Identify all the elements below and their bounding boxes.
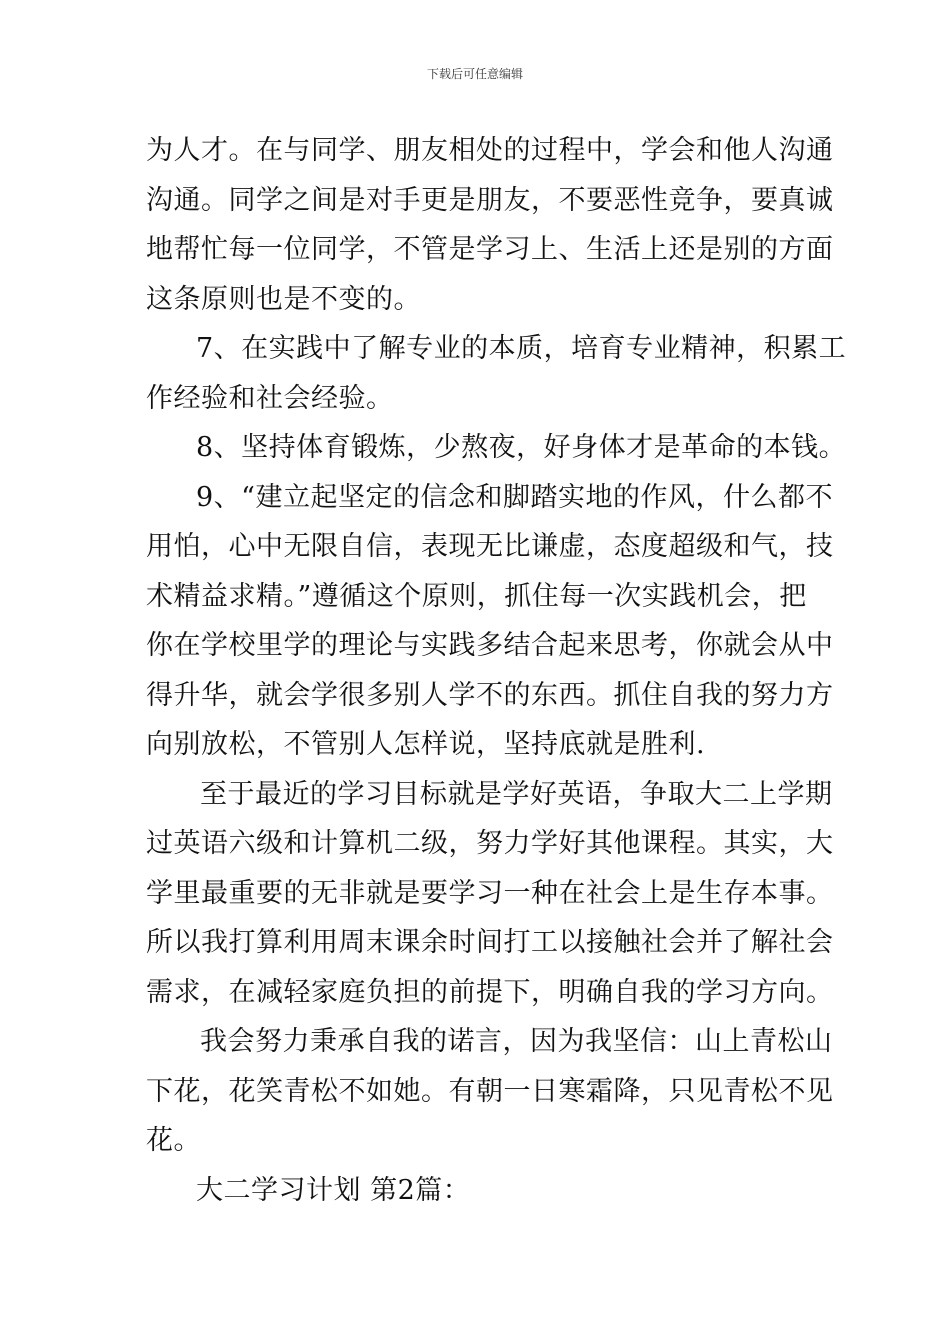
text-line: 术精益求精。”遵循这个原则，抓住每一次实践机会，把 [146, 580, 807, 612]
text-line: 得升华，就会学很多别人学不的东西。抓住自我的努力方 [146, 679, 834, 711]
text-line: 至于最近的学习目标就是学好英语，争取大二上学期 [200, 778, 833, 810]
text-line: 用怕，心中无限自信，表现无比谦虚，态度超级和气，技 [146, 531, 834, 562]
text-line: 沟通。同学之间是对手更是朋友，不要恶性竞争，要真诚 [146, 184, 834, 216]
text-line: 地帮忙每一位同学，不管是学习上、生活上还是别的方面 [146, 234, 834, 265]
text-line: 向别放松，不管别人怎样说，坚持底就是胜利. [146, 729, 706, 760]
text-line: 这条原则也是不变的。 [146, 283, 421, 315]
text-line: 需求，在减轻家庭负担的前提下，明确自我的学习方向。 [146, 976, 834, 1008]
text-line: 花。 [146, 1125, 201, 1156]
text-line: 所以我打算利用周末课余时间打工以接触社会并了解社会 [146, 927, 834, 958]
text-line: 我会努力秉承自我的诺言，因为我坚信：山上青松山 [200, 1026, 833, 1057]
section-heading: 大二学习计划 第2篇： [196, 1174, 471, 1206]
text-line: 下花，花笑青松不如她。有朝一日寒霜降，只见青松不见 [146, 1075, 834, 1107]
text-line: 7、在实践中了解专业的本质，培育专业精神，积累工 [196, 333, 847, 364]
text-line: 过英语六级和计算机二级，努力学好其他课程。其实，大 [146, 828, 834, 859]
text-line: 作经验和社会经验。 [146, 382, 394, 414]
page-header-note: 下载后可任意编辑 [426, 67, 523, 81]
text-line: 8、坚持体育锻炼，少熬夜，好身体才是革命的本钱。 [196, 432, 847, 463]
text-line: 你在学校里学的理论与实践多结合起来思考，你就会从中 [146, 630, 834, 661]
text-line: 为人才。在与同学、朋友相处的过程中，学会和他人沟通 [146, 135, 834, 166]
text-line: 9、“建立起坚定的信念和脚踏实地的作风，什么都不 [196, 481, 833, 513]
document-body [146, 126, 847, 1215]
text-line: 学里最重要的无非就是要学习一种在社会上是生存本事。 [146, 877, 834, 909]
